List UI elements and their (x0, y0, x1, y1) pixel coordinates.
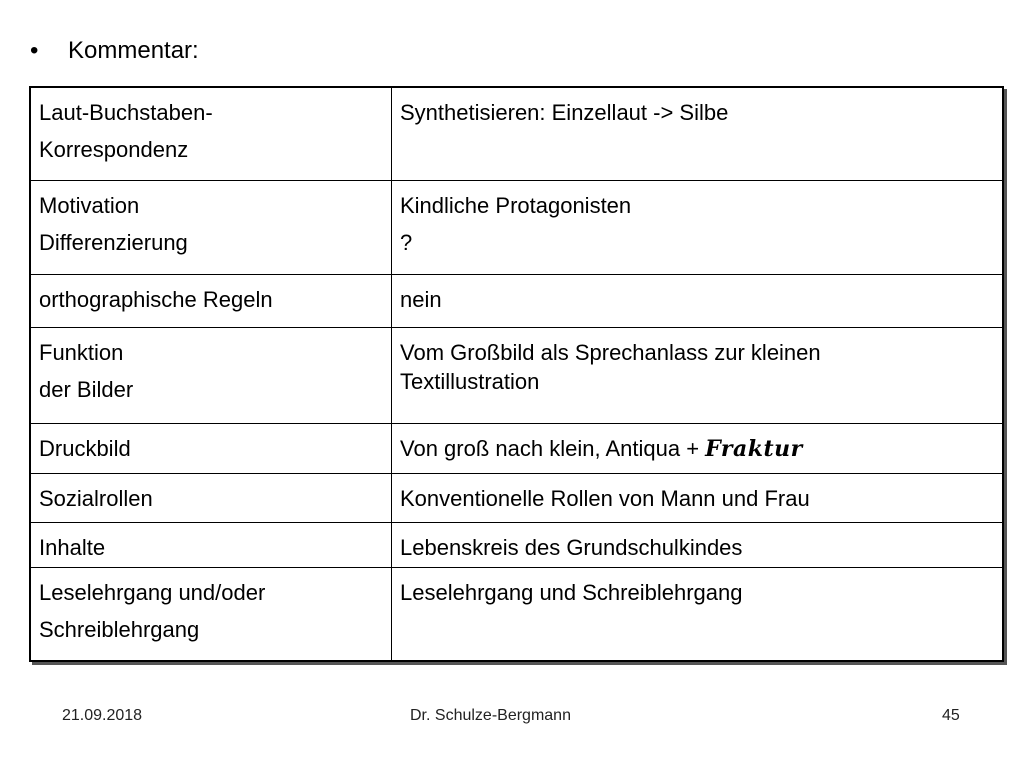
table-cell-comment: Von groß nach klein, Antiqua + Fraktur (392, 424, 1002, 474)
table-cell-comment: Leselehrgang und Schreiblehrgang (400, 580, 743, 605)
heading-text: Kommentar: (68, 37, 199, 64)
table-cell-criterion: Laut-Buchstaben- Korrespondenz (31, 88, 392, 181)
table-cell-criterion: Druckbild (31, 424, 392, 474)
table-cell-comment: Lebenskreis des Grundschulkindes (392, 523, 1002, 568)
table-cell-criterion: Inhalte (31, 523, 392, 568)
table-cell-criterion: Funktion der Bilder (31, 328, 392, 424)
table-cell-criterion: orthographische Regeln (31, 275, 392, 328)
footer-date: 21.09.2018 (62, 707, 143, 724)
table-cell-criterion: Motivation Differenzierung (31, 181, 392, 275)
bullet-icon: • (30, 37, 39, 64)
table-cell-comment: Kindliche Protagonisten ? (392, 181, 1002, 275)
fraktur-text: Fraktur (705, 436, 803, 462)
table-cell-criterion: Sozialrollen (31, 474, 392, 523)
table-cell-comment: nein (392, 275, 1002, 328)
heading (30, 36, 199, 66)
table-cell-comment: Synthetisieren: Einzellaut -> Silbe (392, 88, 1002, 181)
table-cell-comment: Vom Großbild als Sprechanlass zur kleinen Textillustration (392, 328, 1002, 424)
footer-page-number: 45 (942, 707, 960, 724)
table-cell-comment: Konventionelle Rollen von Mann und Frau (392, 474, 1002, 523)
footer-author: Dr. Schulze-Bergmann (410, 707, 571, 724)
table-cell-criterion: Leselehrgang und/oder Schreiblehrgang (31, 568, 392, 660)
comment-table (29, 86, 1004, 662)
